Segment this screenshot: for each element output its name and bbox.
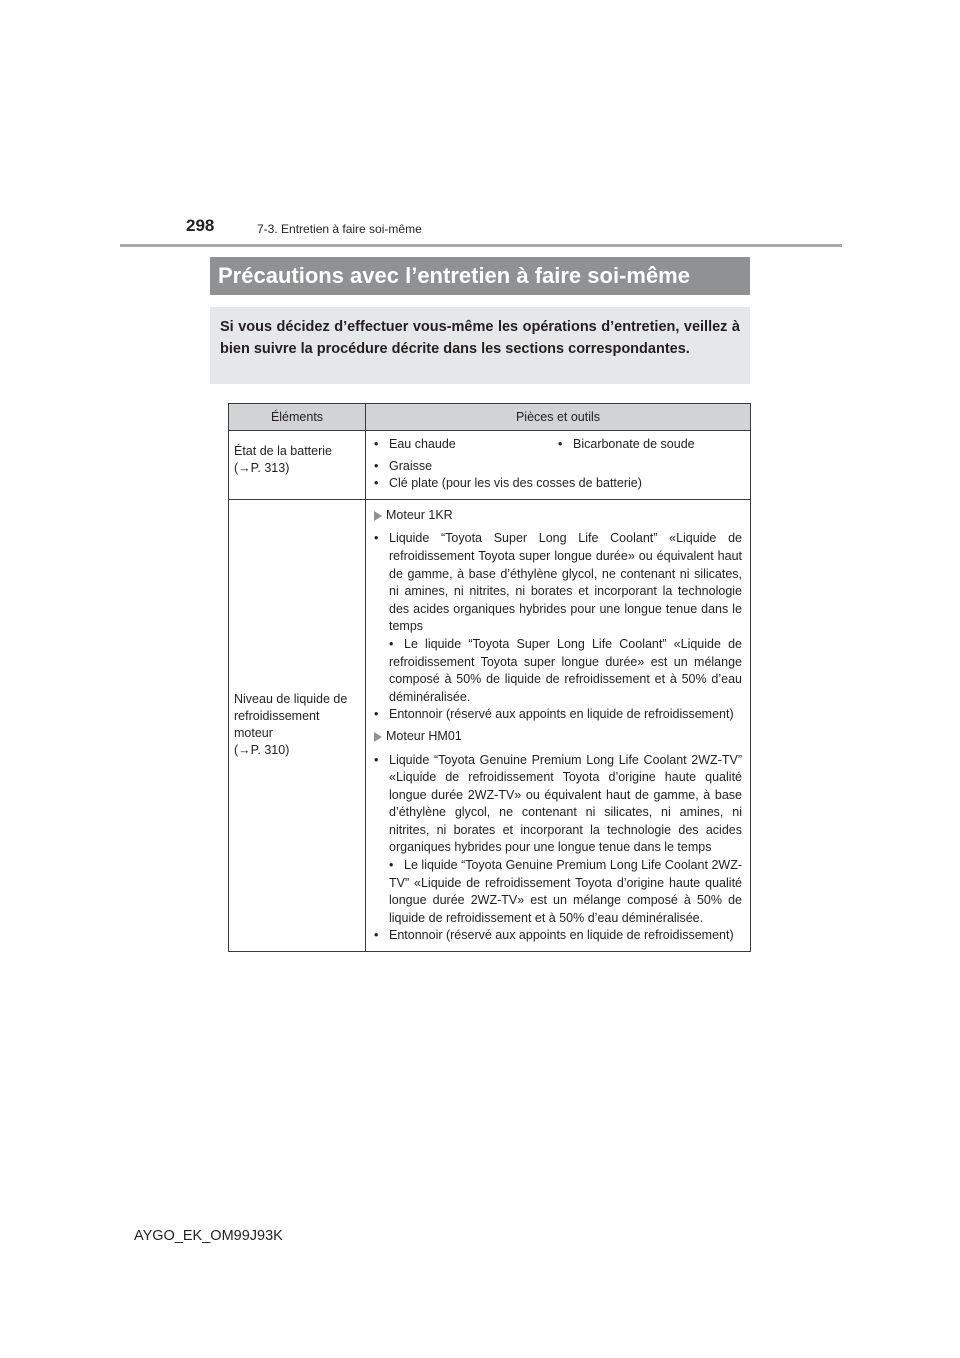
page-title: Précautions avec l’entretien à faire soi-même — [210, 257, 750, 295]
item-name-line: refroidissement — [234, 709, 320, 724]
item-name: État de la batterie — [234, 444, 332, 458]
list-item-note: • Le liquide “Toyota Super Long Life Coolant” «Liquide de refroidissement Toyota super longue durée» est un mélange composé à 50% de liquide de refroidissement et à 50% d’eau déminéralisée. — [374, 636, 742, 706]
item-name: Niveau de liquide de — [234, 692, 348, 707]
table-row-coolant — [229, 499, 751, 951]
parts-cell-coolant — [366, 499, 751, 951]
list-item: • Liquide “Toyota Super Long Life Coolant” «Liquide de refroidissement Toyota super longue durée» ou équivalent haut de gamme, à base d’éthylène glycol, ne contenant ni silicates, ni amines, ni nitrites, ni borates et incorporant la technologie des acides organiques hybrides pour une longue tenue dans le temps — [374, 530, 742, 636]
engine-heading-1kr: Moteur 1KR — [374, 507, 742, 525]
document-code: AYGO_EK_OM99J93K — [134, 1228, 283, 1244]
item-cell-battery — [229, 431, 366, 500]
triangle-marker-icon — [374, 511, 382, 521]
list-item: • Entonnoir (réservé aux appoints en liquide de refroidissement) — [374, 927, 742, 945]
table-row-battery — [229, 431, 751, 500]
section-label: 7-3. Entretien à faire soi-même — [257, 222, 422, 236]
header-divider — [120, 244, 842, 247]
triangle-marker-icon — [374, 732, 382, 742]
list-item: • Graisse — [374, 458, 742, 476]
list-item: • Eau chaude — [374, 436, 558, 454]
page-reference: (→P. 313) — [234, 461, 290, 475]
list-item: • Bicarbonate de soude — [558, 436, 742, 454]
engine-heading-hm01: Moteur HM01 — [374, 728, 742, 746]
column-header-items: Éléments — [229, 404, 366, 431]
item-name-line: moteur — [234, 726, 273, 741]
column-header-parts: Pièces et outils — [366, 404, 751, 431]
page-number: 298 — [186, 216, 215, 235]
list-item-note: • Le liquide “Toyota Genuine Premium Long Life Coolant 2WZ-TV” «Liquide de refroidissement Toyota d’origine haute qualité longue durée 2WZ-TV» est un mélange composé à 50% de liquide de refroidissement et à 50% d’eau déminéralisée. — [374, 857, 742, 927]
item-cell-coolant — [229, 499, 366, 951]
list-item: • Clé plate (pour les vis des cosses de batterie) — [374, 475, 742, 493]
list-item: • Entonnoir (réservé aux appoints en liquide de refroidissement) — [374, 706, 742, 724]
table-header-row — [229, 404, 751, 431]
page-reference: (→P. 310) — [234, 743, 290, 758]
maintenance-items-table — [228, 403, 751, 952]
parts-cell-battery — [366, 431, 751, 500]
list-item: • Liquide “Toyota Genuine Premium Long Life Coolant 2WZ-TV” «Liquide de refroidissement Toyota d’origine haute qualité longue durée 2WZ-TV» ou équivalent haut de gamme, à base d’éthylène glycol, ne contenant ni silicates, ni amines, ni nitrites, ni borates et incorporant la technologie des acides organiques hybrides pour une longue tenue dans le temps — [374, 752, 742, 858]
intro-note: Si vous décidez d’effectuer vous-même les opérations d’entretien, veillez à bien suivre la procédure décrite dans les sections correspondantes. — [210, 307, 750, 384]
